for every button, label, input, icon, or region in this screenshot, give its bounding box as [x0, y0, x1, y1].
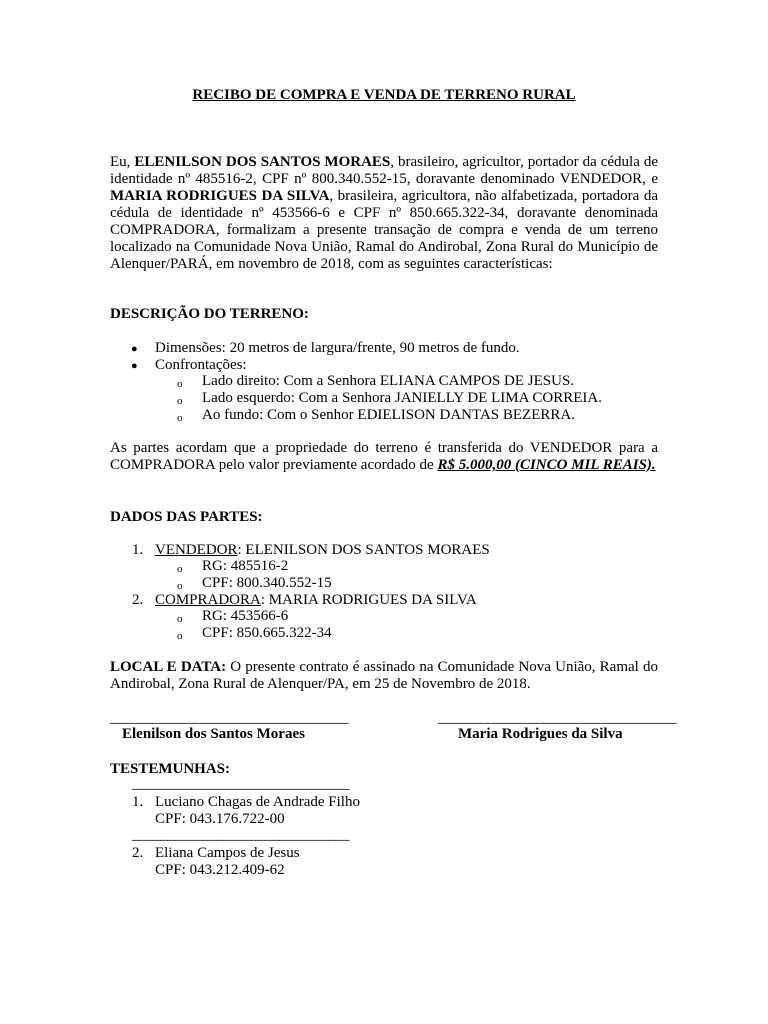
intro-text-2: , brasileiro, agricultor, portador da cédula de identidade nº 485516-2, CPF nº 800.340.552-15, doravante denominado VENDEDOR, e: [110, 154, 658, 187]
buyer-name: MARIA RODRIGUES DA SILVA: [110, 188, 330, 204]
buyer-party-name: : MARIA RODRIGUES DA SILVA: [260, 592, 477, 608]
intro-paragraph: [110, 154, 658, 273]
bullet-icon: ●: [131, 343, 138, 355]
document-title: RECIBO DE COMPRA E VENDA DE TERRENO RURAL: [192, 87, 576, 103]
witnesses-heading: TESTEMUNHAS:: [110, 761, 231, 777]
agreement-text: As partes acordam que a propriedade do terreno é transferida do VENDEDOR para a COMPRADORA pelo valor previamente acordado de: [110, 440, 658, 473]
circle-bullet-icon: o: [177, 378, 183, 390]
seller-rg: RG: 485516-2: [202, 558, 289, 574]
witness-number: 2.: [132, 845, 144, 861]
circle-bullet-icon: o: [177, 412, 183, 424]
circle-bullet-icon: o: [177, 563, 183, 575]
circle-bullet-icon: o: [177, 613, 183, 625]
seller-name: ELENILSON DOS SANTOS MORAES: [134, 154, 391, 170]
witness-name: Eliana Campos de Jesus: [155, 845, 300, 861]
seller-role: VENDEDOR: [155, 542, 238, 558]
buyer-cpf: CPF: 850.665.322-34: [202, 625, 332, 641]
seller-signature-name: Elenilson dos Santos Moraes: [122, 726, 305, 742]
witness-signature-line: _______________________________: [132, 776, 349, 792]
bullet-icon: ●: [131, 360, 138, 372]
boundary-right: Lado direito: Com a Senhora ELIANA CAMPOS DE JESUS.: [202, 373, 575, 389]
seller-party-line: [155, 542, 490, 559]
local-date-text: O presente contrato é assinado na Comunidade Nova União, Ramal do Andirobal, Zona Rural de Alenquer/PA, em 25 de Novembro de 2018.: [110, 659, 658, 692]
local-date-paragraph: [110, 659, 658, 693]
buyer-signature-line: __________________________________: [438, 710, 676, 726]
buyer-role: COMPRADORA: [155, 592, 261, 608]
seller-cpf: CPF: 800.340.552-15: [202, 575, 332, 591]
buyer-rg: RG: 453566-6: [202, 608, 289, 624]
witness-name: Luciano Chagas de Andrade Filho: [155, 794, 360, 810]
circle-bullet-icon: o: [177, 580, 183, 592]
land-heading: DESCRIÇÃO DO TERRENO:: [110, 306, 309, 322]
intro-text-1: Eu,: [110, 154, 135, 170]
buyer-signature-name: Maria Rodrigues da Silva: [458, 726, 623, 742]
local-date-label: LOCAL E DATA:: [110, 659, 227, 675]
circle-bullet-icon: o: [177, 630, 183, 642]
agreement-paragraph: [110, 440, 658, 474]
land-dimensions: Dimensões: 20 metros de largura/frente, 90 metros de fundo.: [155, 340, 520, 356]
intro-text-3: , brasileira, agricultora, não alfabetizada, portadora da cédula de identidade nº 453566-6 e CPF nº 850.665.322-34, doravante denominada COMPRADORA, formalizam a presente transação de compra e venda de um terreno localizado na Comunidade Nova União, Ramal do Andirobal, Zona Rural do Município de Alenquer/PARÁ, em novembro de 2018, com as seguintes características:: [110, 188, 658, 272]
seller-party-name: : ELENILSON DOS SANTOS MORAES: [237, 542, 490, 558]
witness-cpf: CPF: 043.212.409-62: [155, 862, 285, 878]
buyer-party-line: [155, 592, 477, 609]
circle-bullet-icon: o: [177, 395, 183, 407]
seller-signature-line: __________________________________: [110, 710, 348, 726]
witness-cpf: CPF: 043.176.722-00: [155, 811, 285, 827]
land-boundaries-label: Confrontações:: [155, 357, 247, 373]
boundary-left: Lado esquerdo: Com a Senhora JANIELLY DE LIMA CORREIA.: [202, 390, 602, 406]
agreement-price: R$ 5.000,00 (CINCO MIL REAIS).: [437, 457, 656, 473]
boundary-back: Ao fundo: Com o Senhor EDIELISON DANTAS BEZERRA.: [202, 407, 575, 423]
party-number: 2.: [132, 592, 144, 608]
witness-number: 1.: [132, 794, 144, 810]
party-number: 1.: [132, 542, 144, 558]
parties-heading: DADOS DAS PARTES:: [110, 509, 263, 525]
witness-signature-line: _______________________________: [132, 827, 349, 843]
